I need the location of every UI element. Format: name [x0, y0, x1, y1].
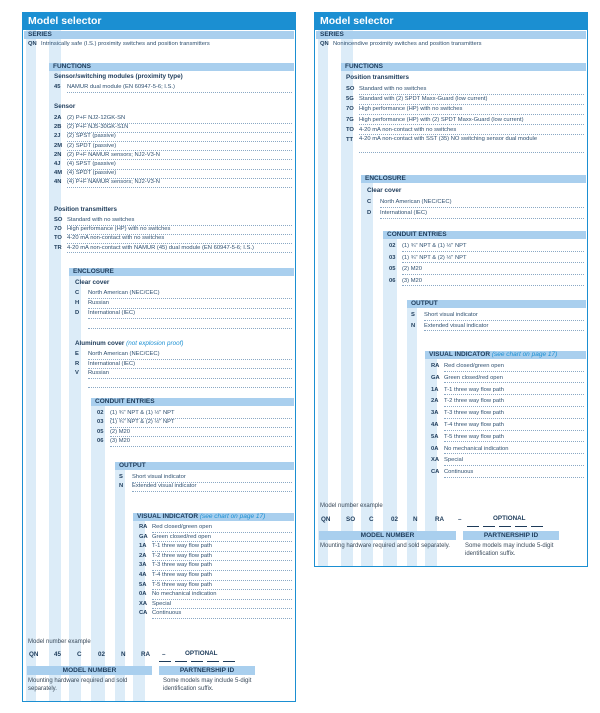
- visual-indicator-desc: Red closed/green open: [444, 362, 584, 372]
- sensor-row: [54, 132, 292, 142]
- position-transmitter-code: TT: [346, 137, 354, 143]
- output-desc: Extended visual indicator: [424, 322, 584, 332]
- example-segment: 45: [54, 651, 62, 658]
- visual-indicator-row: [431, 386, 584, 396]
- visual-indicator-desc: T-1 three way flow path: [152, 542, 292, 552]
- output-desc: Extended visual indicator: [132, 482, 292, 492]
- sensor-desc: (2) SPST (passive): [67, 132, 292, 142]
- sensor-code: 2M: [54, 142, 63, 149]
- visual-indicator-header: [133, 513, 294, 521]
- visual-indicator-code: RA: [139, 524, 148, 530]
- aluminum-cover-desc: North American (NEC/CEC): [88, 350, 292, 360]
- position-transmitters-subheader: Position transmitters: [346, 74, 409, 81]
- conduit-entries-header: CONDUIT ENTRIES: [383, 231, 586, 239]
- conduit-entry-code: 05: [97, 428, 104, 435]
- output-code: N: [411, 322, 416, 329]
- aluminum-cover-subheader: [75, 340, 184, 347]
- sensor-code: 2J: [54, 133, 61, 140]
- conduit-entry-code: 06: [97, 438, 104, 445]
- visual-indicator-row: [139, 571, 292, 581]
- panel-title: Model selector: [315, 13, 587, 30]
- position-transmitter-row: [346, 85, 584, 95]
- output-row: [119, 482, 292, 492]
- series-band: [26, 30, 39, 701]
- conduit-entry-desc: (1) ¾" NPT & (1) ½" NPT: [402, 242, 584, 252]
- aluminum-cover-row: [75, 379, 292, 389]
- output-row: [119, 473, 292, 483]
- model-number-example-label: Model number example: [28, 639, 91, 645]
- sensor-row: [54, 178, 292, 188]
- visual-indicator-row: [139, 609, 292, 619]
- visual-indicator-row: [139, 552, 292, 562]
- visual-indicator-row: [431, 409, 584, 419]
- output-row: [411, 311, 584, 321]
- position-transmitter-code: TO: [54, 235, 62, 242]
- series-band: [318, 30, 331, 566]
- sensor-code: 4J: [54, 161, 61, 167]
- example-segment: RA: [141, 651, 151, 658]
- sensor-row: [54, 151, 292, 161]
- optional-slot-2: [483, 526, 495, 527]
- example-segment: SO: [346, 516, 356, 523]
- conduit-entry-row: [389, 242, 584, 252]
- clear-cover-subheader: Clear cover: [75, 279, 110, 286]
- clear-cover-row: [75, 320, 292, 330]
- position-transmitter-row: [346, 116, 584, 126]
- enclosure-header: ENCLOSURE: [69, 268, 294, 276]
- conduit-entry-code: 06: [389, 277, 396, 284]
- sensor-code: 4N: [54, 179, 62, 186]
- optional-slot-3: [191, 661, 203, 662]
- optional-slot-1: [159, 661, 171, 662]
- position-transmitter-row: [54, 216, 292, 226]
- position-transmitter-code: 5G: [346, 96, 354, 103]
- visual-indicator-row: [431, 362, 584, 372]
- optional-label: OPTIONAL: [185, 650, 218, 657]
- optional-label: OPTIONAL: [493, 515, 526, 522]
- visual-indicator-desc: No mechanical indication: [152, 590, 292, 600]
- visual-indicator-code: 3A: [431, 410, 439, 417]
- mounting-note: Mounting hardware required and sold separately.: [320, 543, 450, 549]
- visual-indicator-row: [139, 523, 292, 533]
- clear-cover-row: [367, 209, 584, 219]
- position-transmitter-desc: High performance (HP) with no switches: [359, 105, 584, 115]
- visual-indicator-desc: Special: [152, 600, 292, 610]
- visual-indicator-code: 2A: [139, 552, 147, 559]
- clear-cover-row: [75, 309, 292, 319]
- model-selector-panel-nonincendive: [314, 12, 588, 567]
- visual-indicator-desc: No mechanical indication: [444, 445, 584, 455]
- visual-indicator-row: [139, 561, 292, 571]
- sensor-row: [54, 114, 292, 124]
- conduit-entries-header: CONDUIT ENTRIES: [91, 398, 294, 406]
- visual-indicator-desc: Continuous: [152, 609, 292, 619]
- optional-slot-1: [467, 526, 479, 527]
- conduit-entry-code: 02: [97, 410, 104, 416]
- visual-indicator-row: [431, 421, 584, 431]
- sensor-desc: (4) P+F NAMUR sensors; NJ2-V3-N: [67, 178, 292, 188]
- visual-indicator-code: 2A: [431, 398, 439, 405]
- aluminum-cover-desc: [88, 379, 292, 389]
- sensor-code: 2B: [54, 124, 62, 131]
- visual-indicator-desc: T-5 three way flow path: [444, 433, 584, 443]
- output-row: [411, 322, 584, 332]
- clear-cover-row: [75, 299, 292, 309]
- visual-indicator-row: [139, 581, 292, 591]
- clear-cover-desc: Russian: [88, 299, 292, 309]
- partnership-note: Some models may include 5-digit identification suffix.: [163, 678, 252, 692]
- conduit-entry-row: [389, 254, 584, 264]
- sensor-desc: (2) SPDT (passive): [67, 142, 292, 152]
- series-desc: Intrinsically safe (I.S.) proximity switches and position transmitters: [41, 41, 210, 47]
- visual-indicator-code: 1A: [139, 543, 147, 550]
- position-transmitter-code: 7G: [346, 116, 354, 123]
- conduit-entry-row: [97, 409, 292, 419]
- visual-indicator-note: (see chart on page 17): [199, 513, 266, 520]
- example-segment: RA: [435, 516, 445, 523]
- conduit-entry-code: 03: [97, 419, 104, 426]
- output-header: OUTPUT: [115, 462, 294, 470]
- visual-indicator-code: 5A: [431, 433, 439, 440]
- visual-indicator-code: XA: [431, 457, 440, 464]
- sensor-row: [54, 142, 292, 152]
- example-segment: C: [369, 516, 374, 523]
- position-transmitter-row: [54, 225, 292, 235]
- example-segment: C: [77, 651, 82, 658]
- sensor-desc: (2) P+F NAMUR sensors; NJ2-V3-N: [67, 151, 292, 161]
- series-desc: Nonincendive proximity switches and position transmitters: [333, 41, 482, 47]
- example-segment: 02: [98, 651, 106, 658]
- visual-indicator-note: (see chart on page 17): [491, 351, 558, 358]
- series-header: SERIES: [316, 31, 586, 39]
- clear-cover-subheader: Clear cover: [367, 187, 402, 194]
- model-number-label: MODEL NUMBER: [27, 666, 152, 675]
- visual-indicator-code: 1A: [431, 386, 439, 393]
- conduit-entry-code: 02: [389, 243, 396, 249]
- model-number-example-label: Model number example: [320, 503, 383, 509]
- visual-indicator-code: XA: [139, 600, 148, 607]
- clear-cover-code: D: [367, 210, 372, 216]
- model-number-label: MODEL NUMBER: [319, 531, 456, 540]
- aluminum-cover-note: (not explosion proof): [126, 340, 184, 347]
- visual-indicator-desc: Red closed/green open: [152, 523, 292, 533]
- output-desc: Short visual indicator: [424, 311, 584, 321]
- series-row: [28, 40, 293, 50]
- sensor-code: 4M: [54, 170, 63, 177]
- partnership-id-label: PARTNERSHIP ID: [463, 531, 559, 540]
- example-segment: QN: [321, 516, 331, 523]
- conduit-entry-desc: (1) ¾" NPT & (2) ½" NPT: [110, 418, 292, 428]
- optional-slot-5: [531, 526, 543, 527]
- clear-cover-row: [367, 198, 584, 208]
- example-segment: –: [458, 516, 462, 523]
- sensor-module-row: [54, 83, 292, 93]
- visual-indicator-code: GA: [139, 533, 148, 540]
- partnership-note: Some models may include 5-digit identification suffix.: [465, 543, 554, 557]
- conduit-entry-row: [97, 437, 292, 447]
- visual-indicator-code: 3A: [139, 562, 147, 569]
- visual-indicator-code: GA: [431, 374, 440, 381]
- conduit-entry-desc: (1) ¾" NPT & (2) ½" NPT: [402, 254, 584, 264]
- output-desc: Short visual indicator: [132, 473, 292, 483]
- visual-indicator-code: 0A: [431, 445, 439, 452]
- example-segment: QN: [29, 651, 39, 658]
- sensor-desc: (4) SPST (passive): [67, 160, 292, 170]
- conduit-entry-code: 05: [389, 266, 396, 272]
- output-band: [407, 300, 417, 566]
- position-transmitter-desc: Standard with no switches: [67, 216, 292, 226]
- clear-cover-code: C: [75, 290, 80, 296]
- aluminum-cover-row: [75, 350, 292, 360]
- visual-indicator-desc: T-3 three way flow path: [152, 561, 292, 571]
- visual-indicator-code: 0A: [139, 591, 147, 598]
- position-transmitter-desc: Standard with (2) SPDT Maxx-Guard (low current): [359, 95, 584, 105]
- conduit-entry-desc: (2) M20: [402, 265, 584, 275]
- visual-indicator-desc: T-3 three way flow path: [444, 409, 584, 419]
- position-transmitter-code: SO: [54, 217, 63, 223]
- conduit-entry-code: 03: [389, 254, 396, 261]
- output-header: OUTPUT: [407, 300, 586, 308]
- conduit-entry-row: [97, 418, 292, 428]
- clear-cover-code: C: [367, 199, 372, 205]
- visual-indicator-desc: Special: [444, 456, 584, 466]
- sensor-row: [54, 123, 292, 133]
- position-transmitter-desc: 4-20 mA non-contact with NAMUR (45) dual module (EN 60947-5-6; I.S.): [67, 244, 292, 254]
- visual-indicator-row: [431, 433, 584, 443]
- visual-indicator-desc: T-1 three way flow path: [444, 386, 584, 396]
- sensor-row: [54, 169, 292, 179]
- output-code: S: [411, 312, 415, 318]
- conduit-entry-row: [97, 428, 292, 438]
- optional-slot-4: [207, 661, 219, 662]
- functions-header: FUNCTIONS: [49, 63, 294, 71]
- clear-cover-desc: International (IEC): [380, 209, 584, 219]
- clear-cover-desc: North American (NEC/CEC): [380, 198, 584, 208]
- clear-cover-desc: [88, 320, 292, 330]
- aluminum-cover-code: E: [75, 351, 79, 357]
- output-code: N: [119, 483, 124, 490]
- position-transmitter-row: [346, 95, 584, 105]
- visual-indicator-row: [139, 542, 292, 552]
- example-segment: 02: [391, 516, 399, 523]
- clear-cover-code: H: [75, 300, 80, 307]
- panel-title: Model selector: [23, 13, 295, 30]
- optional-slot-5: [223, 661, 235, 662]
- series-code: QN: [320, 41, 329, 47]
- sensor-desc: (2) P+F NJ2-12GK-SN: [67, 114, 292, 124]
- conduit-entry-row: [389, 265, 584, 275]
- conduit-entry-desc: (2) M20: [110, 428, 292, 438]
- visual-indicator-desc: T-2 three way flow path: [444, 397, 584, 407]
- visual-indicator-desc: Green closed/red open: [444, 374, 584, 384]
- visual-indicator-row: [139, 590, 292, 600]
- sensor-code: 2N: [54, 151, 62, 158]
- visual-indicator-desc: T-4 three way flow path: [152, 571, 292, 581]
- position-transmitter-desc: Standard with no switches: [359, 85, 584, 95]
- sensor-desc: (2) P+F NJ5-30GK-S1N: [67, 123, 292, 133]
- position-transmitter-desc: High performance (HP) with (2) SPDT Maxx-Guard (low current): [359, 116, 584, 126]
- clear-cover-desc: North American (NEC/CEC): [88, 289, 292, 299]
- visual-indicator-code: CA: [139, 610, 148, 617]
- optional-slot-2: [175, 661, 187, 662]
- visual-indicator-desc: T-4 three way flow path: [444, 421, 584, 431]
- aluminum-cover-code: R: [75, 360, 80, 367]
- clear-cover-code: D: [75, 310, 80, 317]
- position-transmitter-desc: 4-20 mA non-contact with SST (35) NO switching sensor dual module: [359, 136, 584, 153]
- output-code: S: [119, 474, 123, 480]
- series-code: QN: [28, 41, 37, 47]
- example-segment: N: [121, 651, 126, 658]
- visual-indicator-row: [431, 468, 584, 478]
- functions-subheader-sensor-modules: Sensor/switching modules (proximity type): [54, 73, 183, 80]
- visual-indicator-row: [431, 445, 584, 455]
- position-transmitter-row: [54, 234, 292, 244]
- visual-indicator-label: VISUAL INDICATOR: [429, 351, 491, 358]
- conduit-entry-row: [389, 277, 584, 287]
- visual-indicator-row: [431, 374, 584, 384]
- sensor-code: 2A: [54, 115, 62, 121]
- visual-indicator-desc: Green closed/red open: [152, 533, 292, 543]
- sensor-module-code: 45: [54, 84, 61, 90]
- position-transmitter-row: [346, 105, 584, 115]
- visual-indicator-desc: T-2 three way flow path: [152, 552, 292, 562]
- visual-indicator-row: [139, 600, 292, 610]
- position-transmitter-code: 7O: [346, 106, 354, 113]
- optional-slot-3: [499, 526, 511, 527]
- position-transmitter-desc: High performance (HP) with no switches: [67, 225, 292, 235]
- example-segment: –: [162, 651, 166, 658]
- sensor-subheader: Sensor: [54, 103, 76, 110]
- enclosure-header: ENCLOSURE: [361, 175, 586, 183]
- position-transmitter-desc: 4-20 mA non-contact with no switches: [67, 234, 292, 244]
- visual-indicator-desc: Continuous: [444, 468, 584, 478]
- visual-indicator-label: VISUAL INDICATOR: [137, 513, 199, 520]
- visual-indicator-row: [431, 397, 584, 407]
- visual-indicator-code: RA: [431, 363, 440, 369]
- visual-indicator-desc: T-5 three way flow path: [152, 581, 292, 591]
- conduit-entry-desc: (3) M20: [402, 277, 584, 287]
- series-header: SERIES: [24, 31, 294, 39]
- position-transmitter-code: SO: [346, 86, 355, 92]
- visual-indicator-code: CA: [431, 469, 440, 476]
- conduit-entry-desc: (3) M20: [110, 437, 292, 447]
- aluminum-cover-desc: International (IEC): [88, 360, 292, 370]
- position-transmitter-code: TO: [346, 126, 354, 133]
- position-transmitter-row: [346, 126, 584, 136]
- partnership-id-label: PARTNERSHIP ID: [159, 666, 255, 675]
- functions-header: FUNCTIONS: [341, 63, 586, 71]
- visual-indicator-row: [431, 456, 584, 466]
- optional-slot-4: [515, 526, 527, 527]
- aluminum-cover-desc: Russian: [88, 369, 292, 379]
- aluminum-cover-row: [75, 369, 292, 379]
- aluminum-cover-row: [75, 360, 292, 370]
- position-transmitter-code: 7O: [54, 226, 62, 233]
- visual-indicator-code: 4A: [139, 572, 147, 578]
- clear-cover-row: [75, 289, 292, 299]
- sensor-row: [54, 160, 292, 170]
- visual-indicator-header: [425, 351, 586, 359]
- clear-cover-desc: International (IEC): [88, 309, 292, 319]
- visual-indicator-row: [139, 533, 292, 543]
- aluminum-cover-code: V: [75, 370, 79, 377]
- model-selector-panel-intrinsically-safe: [22, 12, 296, 702]
- position-transmitter-code: TR: [54, 244, 62, 251]
- visual-indicator-code: 5A: [139, 581, 147, 588]
- example-segment: N: [413, 516, 418, 523]
- enclosure-band: [69, 268, 81, 701]
- position-transmitter-row: [346, 136, 584, 153]
- sensor-desc: (4) SPDT (passive): [67, 169, 292, 179]
- conduit-entry-desc: (1) ¾" NPT & (1) ½" NPT: [110, 409, 292, 419]
- visual-indicator-code: 4A: [431, 422, 439, 428]
- position-transmitters-subheader: Position transmitters: [54, 206, 117, 213]
- aluminum-cover-label: Aluminum cover: [75, 340, 125, 347]
- mounting-note: Mounting hardware required and sold separately.: [28, 678, 128, 692]
- position-transmitter-row: [54, 244, 292, 254]
- sensor-module-desc: NAMUR dual module (EN 60947-5-6; I.S.): [67, 83, 292, 93]
- series-row: [320, 40, 585, 50]
- position-transmitter-desc: 4-20 mA non-contact with no switches: [359, 126, 584, 136]
